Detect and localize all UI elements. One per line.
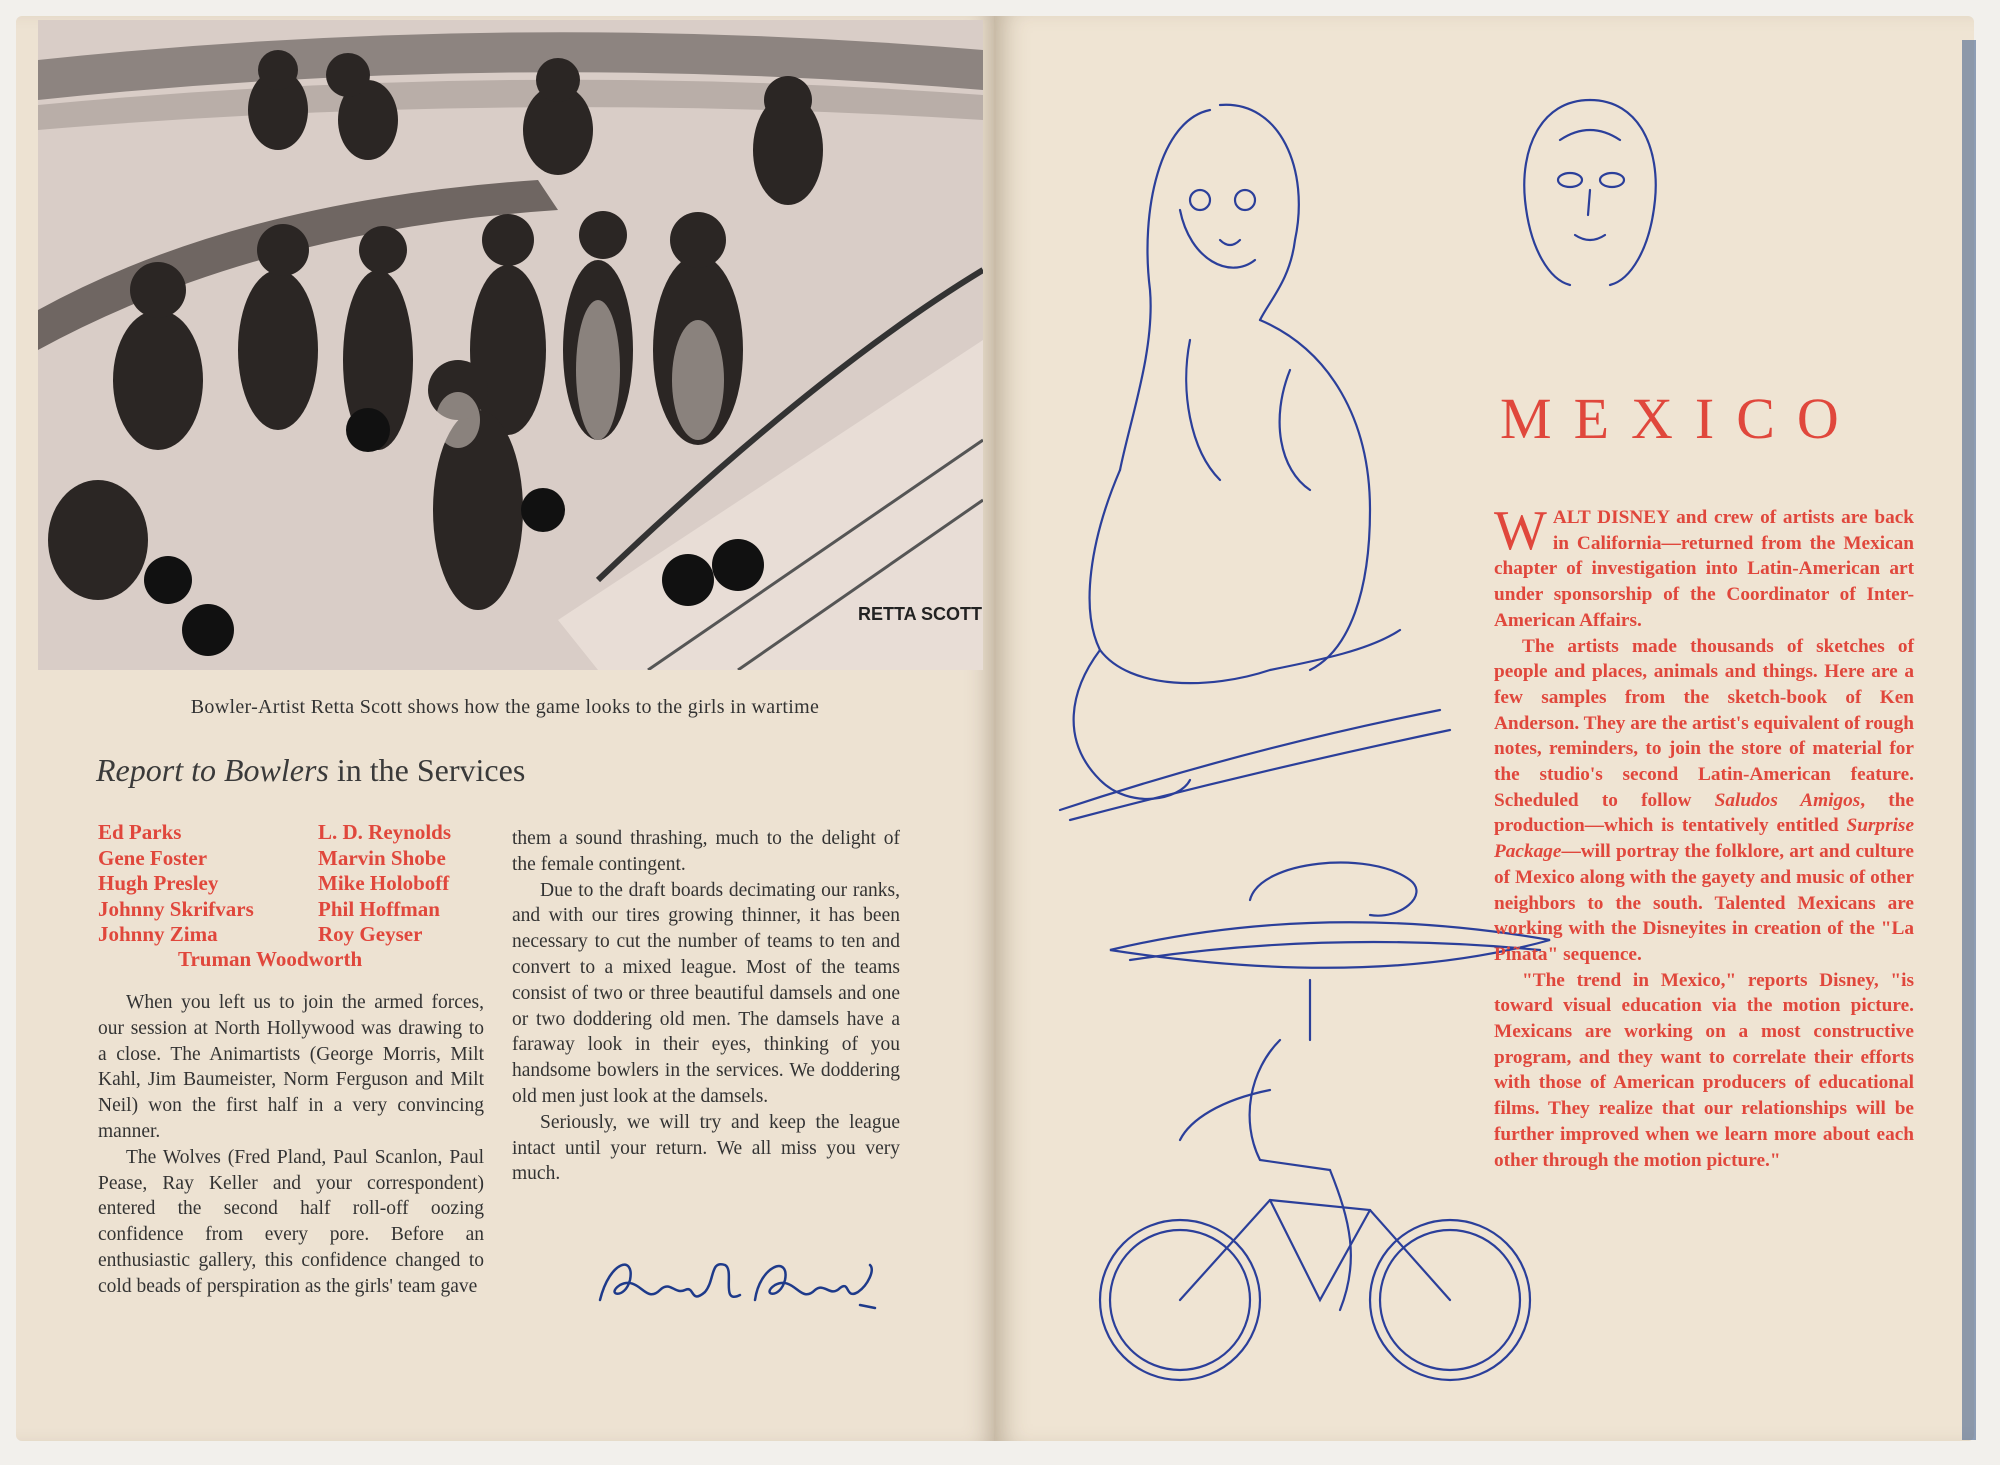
- mexico-article: [1494, 500, 1914, 1173]
- woman-head-sketch: [1500, 90, 1680, 290]
- names-column-2: [318, 820, 451, 948]
- name-item: Hugh Presley: [98, 871, 219, 895]
- section-title-roman: in the Services: [328, 752, 526, 788]
- name-item: L. D. Reynolds: [318, 820, 452, 844]
- report-column-left: [98, 990, 484, 1300]
- mexico-title: MEXICO: [1500, 386, 1861, 451]
- name-item: Gene Foster: [98, 845, 208, 870]
- report-paragraph: When you left us to join the armed forces, our session at North Hollywood was drawing to a close. The Animartists (George Morris, Milt Kahl, Jim Baumeister, Norm Ferguson and Milt Neil) won the first half in a very convincing manner.: [98, 992, 484, 1142]
- mexico-paragraph-2: [1494, 634, 1914, 968]
- mexico-paragraph-1: [1494, 500, 1914, 634]
- name-item: Marvin Shobe: [318, 845, 446, 870]
- dropcap-letter: W: [1494, 500, 1547, 562]
- report-paragraph: them a sound thrashing, much to the delight of the female contingent.: [512, 828, 900, 875]
- report-column-right: [512, 826, 900, 1187]
- report-paragraph: Due to the draft boards decimating our ranks, and with our tires growing thinner, it has been necessary to cut the number of teams to ten and convert to a mixed league. Most of the teams consist of two or three beautiful damsels and one or two doddering old men. The damsels have a faraway look in their eyes, thinking of you handsome bowlers in the services. We doddering old men just look at the damsels.: [512, 879, 900, 1107]
- illustration-artist-signature: RETTA SCOTT: [858, 604, 982, 624]
- name-item: Mike Holoboff: [318, 871, 450, 895]
- mexico-p2-part-c: —will portray the folklore, art and culture of Mexico along with the gayety and music of other neighbors to the south. Talented Mexicans are working with the Disneyites in creation of the "La Piñata" sequence.: [1494, 841, 1914, 965]
- mexico-p2-part-b: , the production—which is tentatively entitled: [1494, 789, 1914, 837]
- booklet-spine-edge: [1962, 40, 1976, 1440]
- name-item: Roy Geyser: [318, 922, 423, 946]
- name-item: Johnny Zima: [98, 922, 218, 946]
- name-item-last: Truman Woodworth: [178, 947, 363, 971]
- section-title-italic: Report to Bowlers: [96, 752, 329, 788]
- name-item: Johnny Skrifvars: [98, 896, 254, 921]
- handwritten-signature: [590, 1250, 890, 1320]
- names-column-1: [98, 820, 254, 948]
- mexico-p2-part-a: The artists made thousands of sketches of people and places, animals and things. Here are a few samples from the sketch-book of Ken Anderson. They are the artist's equivalent of rough notes, reminders, to join the store of material for the studio's second Latin-American feature. Scheduled to follow: [1494, 635, 1914, 811]
- seated-woman-sketch: [1040, 90, 1460, 870]
- mexico-paragraph-3: "The trend in Mexico," reports Disney, "is toward visual education via the motion picture. Mexicans are working on a most constructive program, and they want to correlate their efforts with those of American producers of educational films. They realize that our relationships will be further improved when we learn more about each other through the motion picture.": [1494, 969, 1914, 1171]
- mexico-paragraph-1-text: ALT DISNEY and crew of artists are back in California—returned from the Mexican chapter of investigation into Latin-American art under sponsorship of the Coordinator of Inter-American Affairs.: [1494, 507, 1914, 631]
- name-item: Ed Parks: [98, 820, 182, 844]
- film-title-saludos-amigos: Saludos Amigos: [1714, 789, 1861, 811]
- section-title: [96, 752, 525, 789]
- bowling-cartoon-illustration: [38, 20, 983, 670]
- report-paragraph: The Wolves (Fred Pland, Paul Scanlon, Paul Pease, Ray Keller and your correspondent) entered the second half roll-off oozing confidence from every pore. Before an enthusiastic gallery, this confidence changed to cold beads of perspiration as the girls' team gave: [98, 1146, 484, 1297]
- illustration-caption: Bowler-Artist Retta Scott shows how the game looks to the girls in wartime: [190, 696, 820, 718]
- name-item: Phil Hoffman: [318, 896, 440, 921]
- film-title-surprise-package: Surprise Package: [1494, 815, 1914, 863]
- report-paragraph: Seriously, we will try and keep the league intact until your return. We all miss you very much.: [512, 1111, 900, 1185]
